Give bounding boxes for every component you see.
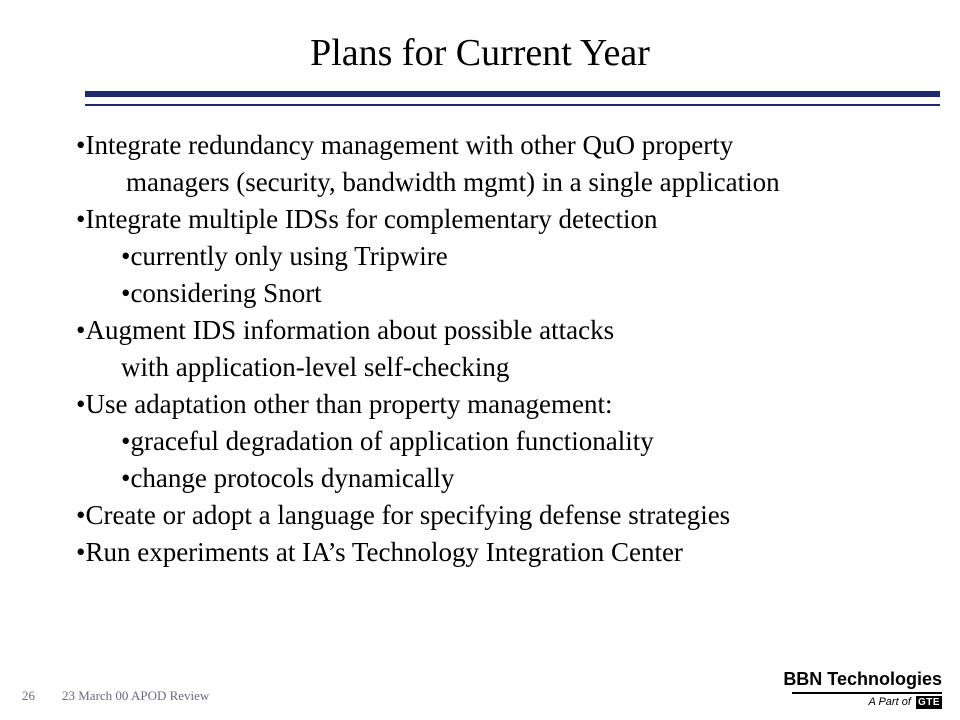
- footer-page-number: 26: [22, 688, 35, 703]
- sub-bullet-item: •graceful degradation of application functionality: [121, 426, 654, 456]
- bbn-logo: [783, 668, 942, 712]
- slide-title: Plans for Current Year: [310, 32, 650, 74]
- bullet-item: •Use adaptation other than property management:: [76, 389, 613, 419]
- title-rule-thick: [85, 91, 940, 97]
- sub-bullet-item: •currently only using Tripwire: [121, 241, 448, 271]
- logo-subtitle: [868, 694, 942, 710]
- sub-bullet-item: •change protocols dynamically: [121, 463, 455, 493]
- bullet-item: •Integrate multiple IDSs for complementary detection: [76, 204, 658, 234]
- bullet-item: •Augment IDS information about possible attacks: [76, 315, 615, 345]
- bullet-item: •Create or adopt a language for specifying defense strategies: [76, 500, 731, 530]
- footer-text: 23 March 00 APOD Review: [62, 688, 210, 703]
- logo-name: BBN Technologies: [783, 669, 942, 689]
- bullet-list: [76, 127, 946, 571]
- sub-bullet-item: •considering Snort: [121, 278, 322, 308]
- bullet-item: •Integrate redundancy management with other QuO property: [76, 130, 734, 160]
- logo-subtitle-text: A Part of: [868, 696, 911, 708]
- title-rule-thin: [85, 104, 940, 106]
- gte-logo-icon: GTE: [917, 697, 940, 708]
- bullet-continuation: with application-level self-checking: [121, 352, 510, 382]
- bullet-continuation: managers (security, bandwidth mgmt) in a single application: [126, 167, 780, 197]
- bullet-item: •Run experiments at IA’s Technology Integration Center: [76, 537, 683, 567]
